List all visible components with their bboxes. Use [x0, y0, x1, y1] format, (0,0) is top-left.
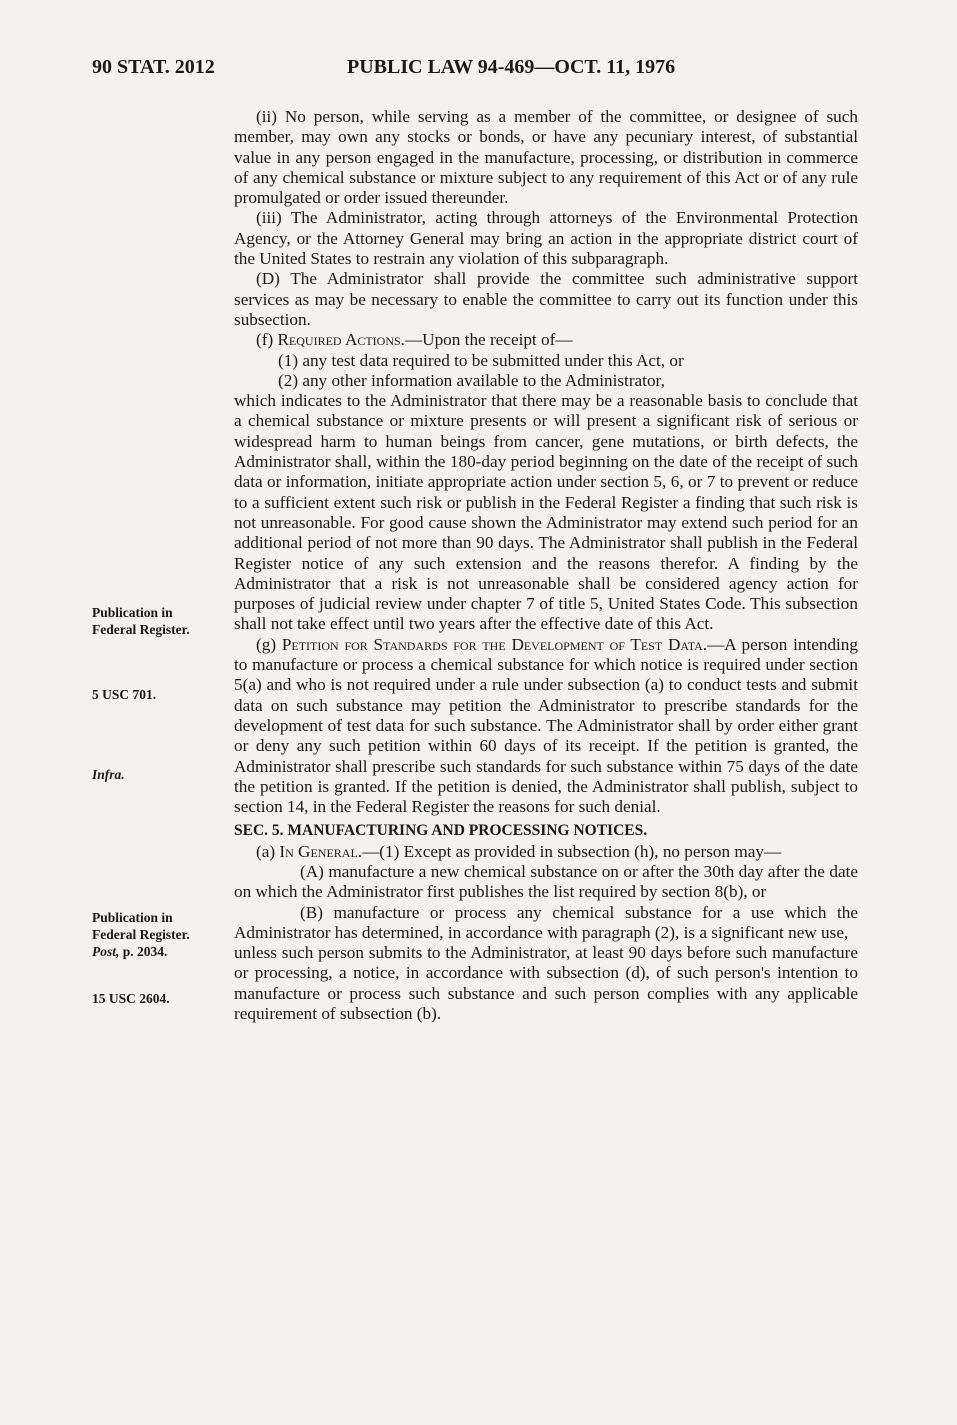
margin-note-infra-text: Infra.: [92, 767, 125, 782]
clause-a-B: (B) manufacture or process any chemical substance for a use which the Administrator has determined, in accordance with paragraph (2), is a significant new use,: [234, 902, 858, 942]
stat-page-reference: 90 STAT. 2012: [92, 56, 215, 78]
clause-a-A: (A) manufacture a new chemical substance on or after the 30th day after the date on which the Administrator first publishes the list required by section 8(b), or: [234, 861, 858, 902]
running-header: [92, 56, 862, 86]
paragraph-d: (D) The Administrator shall provide the committee such administrative support services as may be necessary to enable the committee to carry out its function under this subsection.: [234, 269, 858, 329]
margin-note-publication-2: [92, 909, 190, 960]
subsection-f-title: Required Actions.: [277, 330, 405, 350]
subsection-a: [234, 842, 858, 862]
subsection-g-number: (g): [256, 634, 282, 654]
margin-note-line: Publication in: [92, 910, 173, 925]
margin-note-post-ref: [92, 943, 190, 960]
margin-note-post-word: Post,: [92, 944, 120, 959]
subsection-a-title: In General.: [279, 841, 363, 861]
subsection-a-intro: —(1) Except as provided in subsection (h), no person may—: [362, 841, 782, 861]
margin-note-line: Federal Register.: [92, 622, 190, 637]
paragraph-iii: (iii) The Administrator, acting through attorneys of the Environmental Protection Agency, or the Attorney General may bring an action in the appropriate district court of the United States to restrain any violation of this subparagraph.: [234, 208, 858, 269]
margin-note-15-usc-2604: 15 USC 2604.: [92, 991, 170, 1006]
subsection-a-body: unless such person submits to the Administrator, at least 90 days before such manufacture or processing, a notice, in accordance with subsection (d), of such person's intention to manufacture or process such substance and such person complies with any applicable requirement of subsection (b).: [234, 943, 858, 1024]
margin-note-line: Publication in: [92, 605, 173, 620]
paragraph-ii: (ii) No person, while serving as a member of the committee, or designee of such member, may own any stocks or bonds, or have any pecuniary interest, of substantial value in any person engaged in the manufacture, processing, or distribution in commerce of any chemical substance or mixture subject to any requirement of this Act or of any rule promulgated or order issued thereunder.: [234, 107, 858, 208]
section-5-heading: SEC. 5. MANUFACTURING AND PROCESSING NOTICES.: [234, 822, 648, 840]
subsection-f-intro: —Upon the receipt of—: [404, 330, 573, 350]
subsection-g: [234, 635, 858, 818]
list-item-f-2: (2) any other information available to the Administrator,: [278, 370, 665, 390]
subsection-g-title: Petition for Standards for the Development of Test Data.: [281, 634, 708, 654]
subsection-f-heading: [234, 330, 858, 350]
margin-note-infra: [92, 766, 125, 783]
list-item-f-1: (1) any test data required to be submitted under this Act, or: [278, 350, 684, 370]
subsection-g-body: —A person intending to manufacture or process a chemical substance for which notice is required under section 5(a) and who is not required under a rule under subsection (a) to conduct tests and submit data on such substance may petition the Administrator to prescribe standards for the development of test data for such substance. The Administrator shall by order either grant or deny any such petition within 60 days of its receipt. If the petition is granted, the Administrator shall prescribe such standards for such substance within 75 days of the date the petition is granted. If the petition is denied, the Administrator shall publish, subject to section 14, in the Federal Register the reasons for such denial.: [234, 634, 858, 817]
law-title: PUBLIC LAW 94-469—OCT. 11, 1976: [347, 56, 676, 78]
subsection-a-number: (a): [256, 841, 280, 861]
subsection-f-body: which indicates to the Administrator that there may be a reasonable basis to conclude that a chemical substance or mixture presents or will present a significant risk of serious or widespread harm to human beings from cancer, gene mutations, or birth defects, the Administrator shall, within the 180-day period beginning on the date of the receipt of such data or information, initiate appropriate action under section 5, 6, or 7 to prevent or reduce to a sufficient extent such risk or publish in the Federal Register a finding that such risk is not unreasonable. For good cause shown the Administrator may extend such period for an additional period of not more than 90 days. The Administrator shall publish in the Federal Register notice of any such extension and the reasons therefor. A finding by the Administrator that a risk is not unreasonable shall be considered agency action for purposes of judicial review under chapter 7 of title 5, United States Code. This subsection shall not take effect until two years after the effective date of this Act.: [234, 391, 858, 634]
statute-text: [234, 107, 858, 1024]
margin-note-publication-1: [92, 604, 190, 638]
margin-note-5-usc-701: 5 USC 701.: [92, 687, 157, 702]
margin-note-line: Federal Register.: [92, 927, 190, 942]
margin-note-post-page: p. 2034.: [119, 944, 168, 959]
subsection-f-number: (f): [256, 330, 278, 350]
